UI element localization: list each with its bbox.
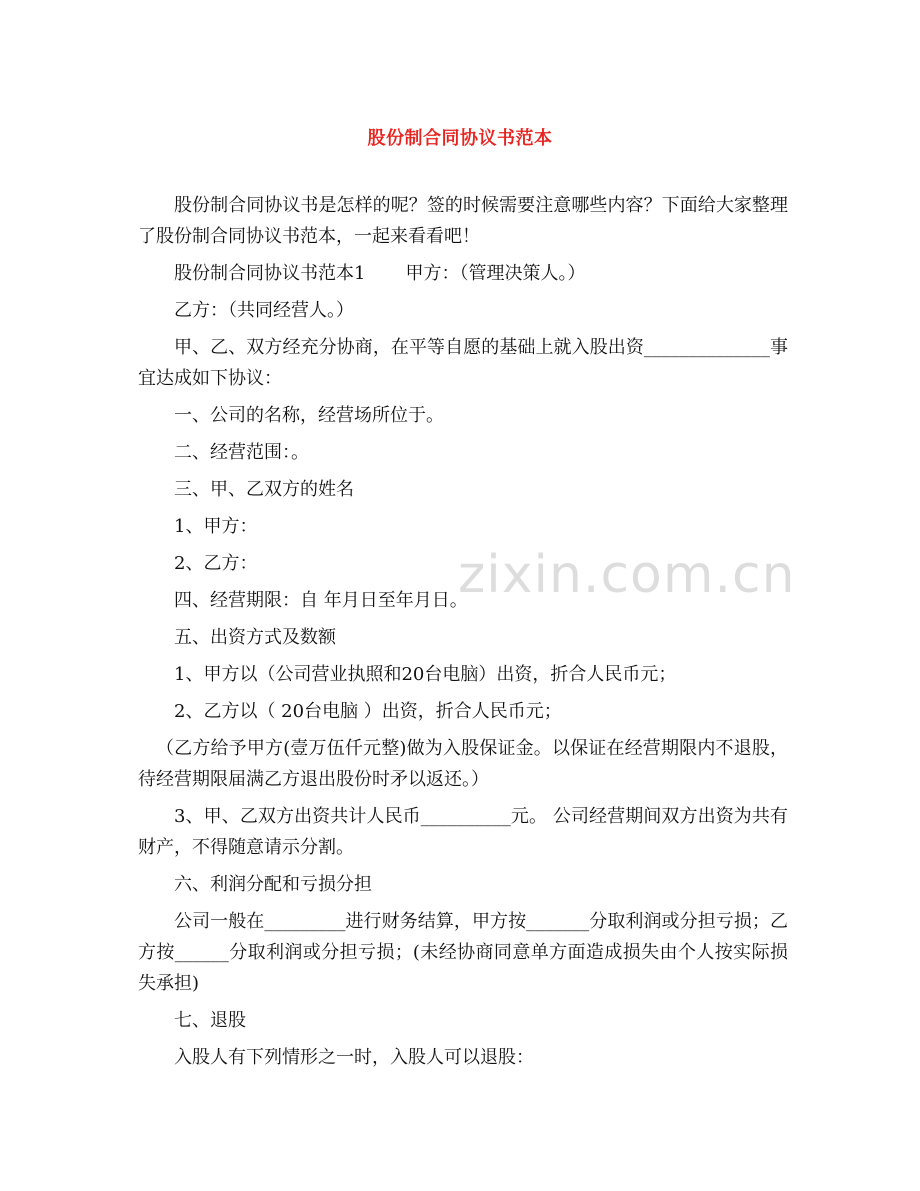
- clause-3-party-a: 1、甲方：: [174, 516, 258, 537]
- clause-5-item-2: 2、乙方以（ 20台电脑 ）出资，折合人民币元；: [174, 701, 562, 722]
- sample-heading-line: [138, 258, 788, 289]
- clause-6: 六、利润分配和亏损分担: [174, 874, 372, 895]
- sample-heading: 股份制合同协议书范本1: [174, 263, 366, 284]
- clause-3: 三、甲、乙双方的姓名: [174, 479, 354, 500]
- clause-1: 一、公司的名称，经营场所位于。: [174, 405, 444, 426]
- watermark: zixin.com.cn: [458, 545, 796, 605]
- clause-2: 二、经营范围：。: [174, 442, 309, 463]
- document-body: [138, 190, 788, 1079]
- intro-paragraph: 股份制合同协议书是怎样的呢？签的时候需要注意哪些内容？下面给大家整理了股份制合同协议书范本，一起来看看吧！: [138, 195, 788, 247]
- clause-3-party-b: 2、乙方：: [174, 553, 258, 574]
- clause-4: 四、经营期限：自 年月日至年月日。: [174, 590, 468, 611]
- party-b-line: 乙方：（共同经营人。）: [174, 300, 354, 321]
- document-title: 股份制合同协议书范本: [367, 128, 553, 149]
- clause-6-body: 公司一般在_________进行财务结算，甲方按_______分取利润或分担亏损；乙方按______分取利润或分担亏损；(未经协商同意单方面造成损失由个人按实际损失承担): [138, 911, 788, 994]
- agreement-preamble: 甲、乙、双方经充分协商，在平等自愿的基础上就入股出资______________事宜达成如下协议：: [138, 337, 788, 389]
- clause-5: 五、出资方式及数额: [174, 627, 336, 648]
- clause-7: 七、退股: [174, 1010, 246, 1031]
- clause-7-body: 入股人有下列情形之一时，入股人可以退股：: [174, 1047, 534, 1068]
- clause-5-note: （乙方给予甲方(壹万伍仟元整)做为入股保证金。以保证在经营期限内不退股，待经营期限届满乙方退出股份时矛以返还。）: [138, 738, 788, 790]
- party-a-line: 甲方：（管理决策人。）: [405, 263, 586, 284]
- clause-5-item-1: 1、甲方以（公司营业执照和20台电脑）出资，折合人民币元；: [174, 664, 677, 685]
- clause-5-item-3: 3、甲、乙双方出资共计人民币__________元。 公司经营期间双方出资为共有财产，不得随意请示分割。: [138, 806, 788, 858]
